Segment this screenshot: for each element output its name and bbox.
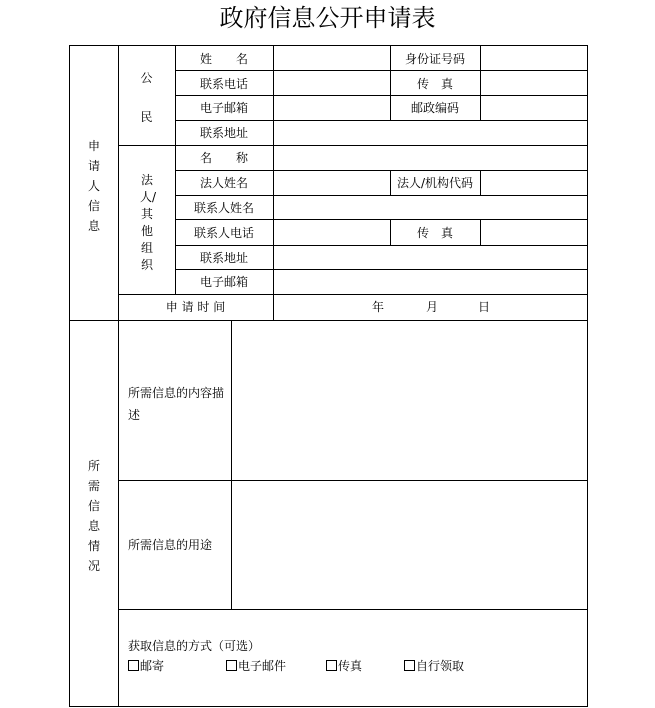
- label-org-address: 联系地址: [199, 251, 248, 265]
- citizen-label-char1: 公: [140, 71, 153, 85]
- label-org-code: 法人/机构代码: [396, 176, 474, 190]
- label-divider: [273, 45, 274, 320]
- checkbox-icon[interactable]: [326, 660, 337, 671]
- label-org-name: 名 称: [199, 151, 248, 165]
- checkbox-icon[interactable]: [404, 660, 415, 671]
- info-label-divider: [231, 320, 232, 609]
- checkbox-icon[interactable]: [128, 660, 139, 671]
- border-top: [69, 45, 588, 46]
- info-section-label: 所需信息情况: [87, 459, 100, 573]
- method-label: 获取信息的方式（可选）: [128, 639, 261, 653]
- citizen-mid-divider-2: [480, 45, 481, 120]
- label-fax: 传 真: [416, 77, 453, 91]
- option-email[interactable]: 电子邮件: [226, 658, 286, 674]
- label-email: 电子邮箱: [199, 101, 248, 115]
- option-mail[interactable]: 邮寄: [128, 658, 164, 674]
- row-line: [175, 245, 587, 246]
- row-line: [175, 120, 587, 121]
- usage-label: 所需信息的用途: [128, 538, 213, 552]
- date-day: 日: [478, 300, 491, 314]
- option-fax[interactable]: 传真: [326, 658, 362, 674]
- label-postcode: 邮政编码: [410, 101, 459, 115]
- border-bottom: [69, 706, 588, 707]
- label-org-fax: 传 真: [416, 226, 453, 240]
- label-contact-name: 联系人姓名: [193, 201, 254, 215]
- label-org-email: 电子邮箱: [199, 275, 248, 289]
- group-line: [118, 145, 587, 146]
- row-line: [118, 294, 587, 295]
- row-line: [175, 170, 587, 171]
- section-line: [69, 320, 588, 321]
- content-desc-label: 所需信息的内容描述: [128, 386, 225, 422]
- label-contact-phone: 联系人电话: [193, 226, 254, 240]
- option-self-pickup[interactable]: 自行领取: [404, 658, 464, 674]
- label-phone: 联系电话: [199, 77, 248, 91]
- border-left: [69, 45, 70, 706]
- row-line: [118, 480, 587, 481]
- row-line: [175, 195, 587, 196]
- row-line: [175, 70, 587, 71]
- row-line: [175, 219, 587, 220]
- label-id-number: 身份证号码: [404, 52, 465, 66]
- page-title: 政府信息公开申请表: [219, 4, 436, 32]
- date-year: 年: [372, 300, 385, 314]
- date-month: 月: [426, 300, 439, 314]
- row-line: [175, 269, 587, 270]
- citizen-label-char2: 民: [140, 110, 153, 124]
- label-address: 联系地址: [199, 126, 248, 140]
- org-mid-divider-2b: [480, 219, 481, 245]
- row-line: [175, 95, 587, 96]
- applicant-section-label: 申请人信息: [87, 139, 100, 233]
- apply-time-label: 申 请 时 间: [165, 300, 226, 314]
- checkbox-icon[interactable]: [226, 660, 237, 671]
- label-legal-rep: 法人姓名: [199, 176, 248, 190]
- row-line: [118, 609, 587, 610]
- border-right: [587, 45, 588, 706]
- label-name: 姓 名: [199, 52, 248, 66]
- org-mid-divider-1b: [480, 170, 481, 195]
- org-group-label: 法人/其他组织: [140, 173, 157, 272]
